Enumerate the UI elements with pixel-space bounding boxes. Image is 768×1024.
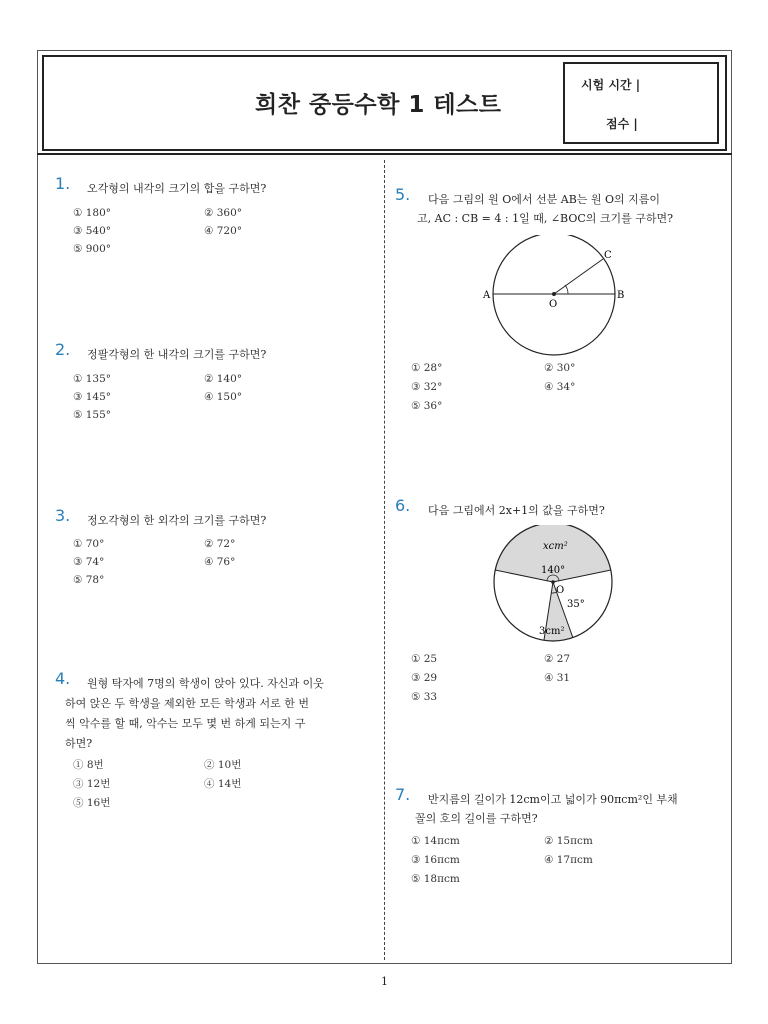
option: ④ 150° bbox=[204, 391, 243, 403]
sector-figure bbox=[485, 525, 625, 650]
option: ③ 74° bbox=[73, 556, 105, 568]
option: ① 28° bbox=[411, 362, 443, 374]
question-text-line: 고, AC : CB = 4 : 1일 때, ∠BOC의 크기를 구하면? bbox=[417, 212, 674, 225]
option: ⑤ 900° bbox=[73, 243, 112, 255]
option: ③ 540° bbox=[73, 225, 112, 237]
option: ② 27 bbox=[544, 653, 571, 665]
question-text-line: 반지름의 길이가 12cm이고 넓이가 90πcm²인 부채 bbox=[428, 793, 678, 806]
label-angle-bottom: 35° bbox=[567, 599, 585, 610]
exam-time-label: 시험 시간 | bbox=[581, 78, 641, 92]
info-box bbox=[563, 62, 719, 144]
question-text-line: 다음 그림의 원 O에서 선분 AB는 원 O의 지름이 bbox=[428, 193, 661, 206]
question-text: 오각형의 내각의 크기의 합을 구하면? bbox=[87, 182, 267, 195]
option: ② 140° bbox=[204, 373, 243, 385]
page-number: 1 bbox=[381, 975, 388, 988]
question-text-line: 씩 악수를 할 때, 악수는 모두 몇 번 하게 되는지 구 bbox=[65, 717, 306, 730]
option: ④ 17πcm bbox=[544, 854, 593, 866]
circle-figure bbox=[470, 235, 640, 365]
label-b: B bbox=[617, 290, 625, 301]
option: ③ 145° bbox=[73, 391, 112, 403]
label-a: A bbox=[483, 290, 491, 301]
option: ② 360° bbox=[204, 207, 243, 219]
option: ① 25 bbox=[411, 653, 438, 665]
page-title: 희찬 중등수학 1 테스트 bbox=[255, 92, 502, 118]
option: ③ 32° bbox=[411, 381, 443, 393]
option: ① 135° bbox=[73, 373, 112, 385]
option: ② 15πcm bbox=[544, 835, 593, 847]
option: ⑤ 36° bbox=[411, 400, 443, 412]
option: ④ 34° bbox=[544, 381, 576, 393]
option: ① 180° bbox=[73, 207, 112, 219]
option: ⑤ 78° bbox=[73, 574, 105, 586]
option: ⑤ 33 bbox=[411, 691, 438, 703]
option: ④ 31 bbox=[544, 672, 571, 684]
question-text-cont bbox=[65, 694, 309, 754]
label-angle-top: 140° bbox=[541, 565, 566, 576]
question-text bbox=[87, 673, 324, 694]
label-o: O bbox=[549, 299, 558, 310]
question-number: 1. bbox=[55, 174, 71, 193]
label-sector-top: xcm² bbox=[543, 541, 568, 552]
question-text: 정오각형의 한 외각의 크기를 구하면? bbox=[87, 514, 267, 527]
question-number: 2. bbox=[55, 340, 71, 359]
question-text: 다음 그림에서 2x+1의 값을 구하면? bbox=[428, 504, 605, 517]
option: ④ 76° bbox=[204, 556, 236, 568]
option: ④ 14번 bbox=[204, 778, 242, 790]
question-text-line: 원형 탁자에 7명의 학생이 앉아 있다. 자신과 이웃 bbox=[87, 677, 324, 690]
question-number: 3. bbox=[55, 506, 71, 525]
option: ③ 12번 bbox=[73, 778, 111, 790]
label-c: C bbox=[604, 250, 612, 261]
question-text-line: 하면? bbox=[65, 737, 93, 750]
score-label: 점수 | bbox=[606, 117, 638, 131]
option: ④ 720° bbox=[204, 225, 243, 237]
option: ① 70° bbox=[73, 538, 105, 550]
option: ② 72° bbox=[204, 538, 236, 550]
label-o: O bbox=[556, 585, 565, 596]
radius-oc bbox=[554, 259, 603, 294]
option: ③ 29 bbox=[411, 672, 438, 684]
label-sector-bottom: 3cm² bbox=[539, 626, 565, 637]
question-text-line: 꼴의 호의 길이를 구하면? bbox=[415, 812, 538, 825]
option: ③ 16πcm bbox=[411, 854, 460, 866]
question-number: 5. bbox=[395, 185, 411, 204]
center-point bbox=[551, 580, 555, 584]
option: ① 14πcm bbox=[411, 835, 460, 847]
option: ⑤ 16번 bbox=[73, 797, 111, 809]
center-point bbox=[552, 292, 556, 296]
option: ⑤ 18πcm bbox=[411, 873, 460, 885]
question-number: 4. bbox=[55, 669, 71, 688]
header-rule bbox=[37, 153, 732, 155]
question-text-line: 하여 앉은 두 학생을 제외한 모든 학생과 서로 한 번 bbox=[65, 697, 309, 710]
option: ② 10번 bbox=[204, 759, 242, 771]
question-number: 7. bbox=[395, 785, 411, 804]
column-divider bbox=[384, 160, 385, 960]
option: ② 30° bbox=[544, 362, 576, 374]
question-number: 6. bbox=[395, 496, 411, 515]
question-text: 정팔각형의 한 내각의 크기를 구하면? bbox=[87, 348, 267, 361]
option: ⑤ 155° bbox=[73, 409, 112, 421]
option: ① 8번 bbox=[73, 759, 104, 771]
